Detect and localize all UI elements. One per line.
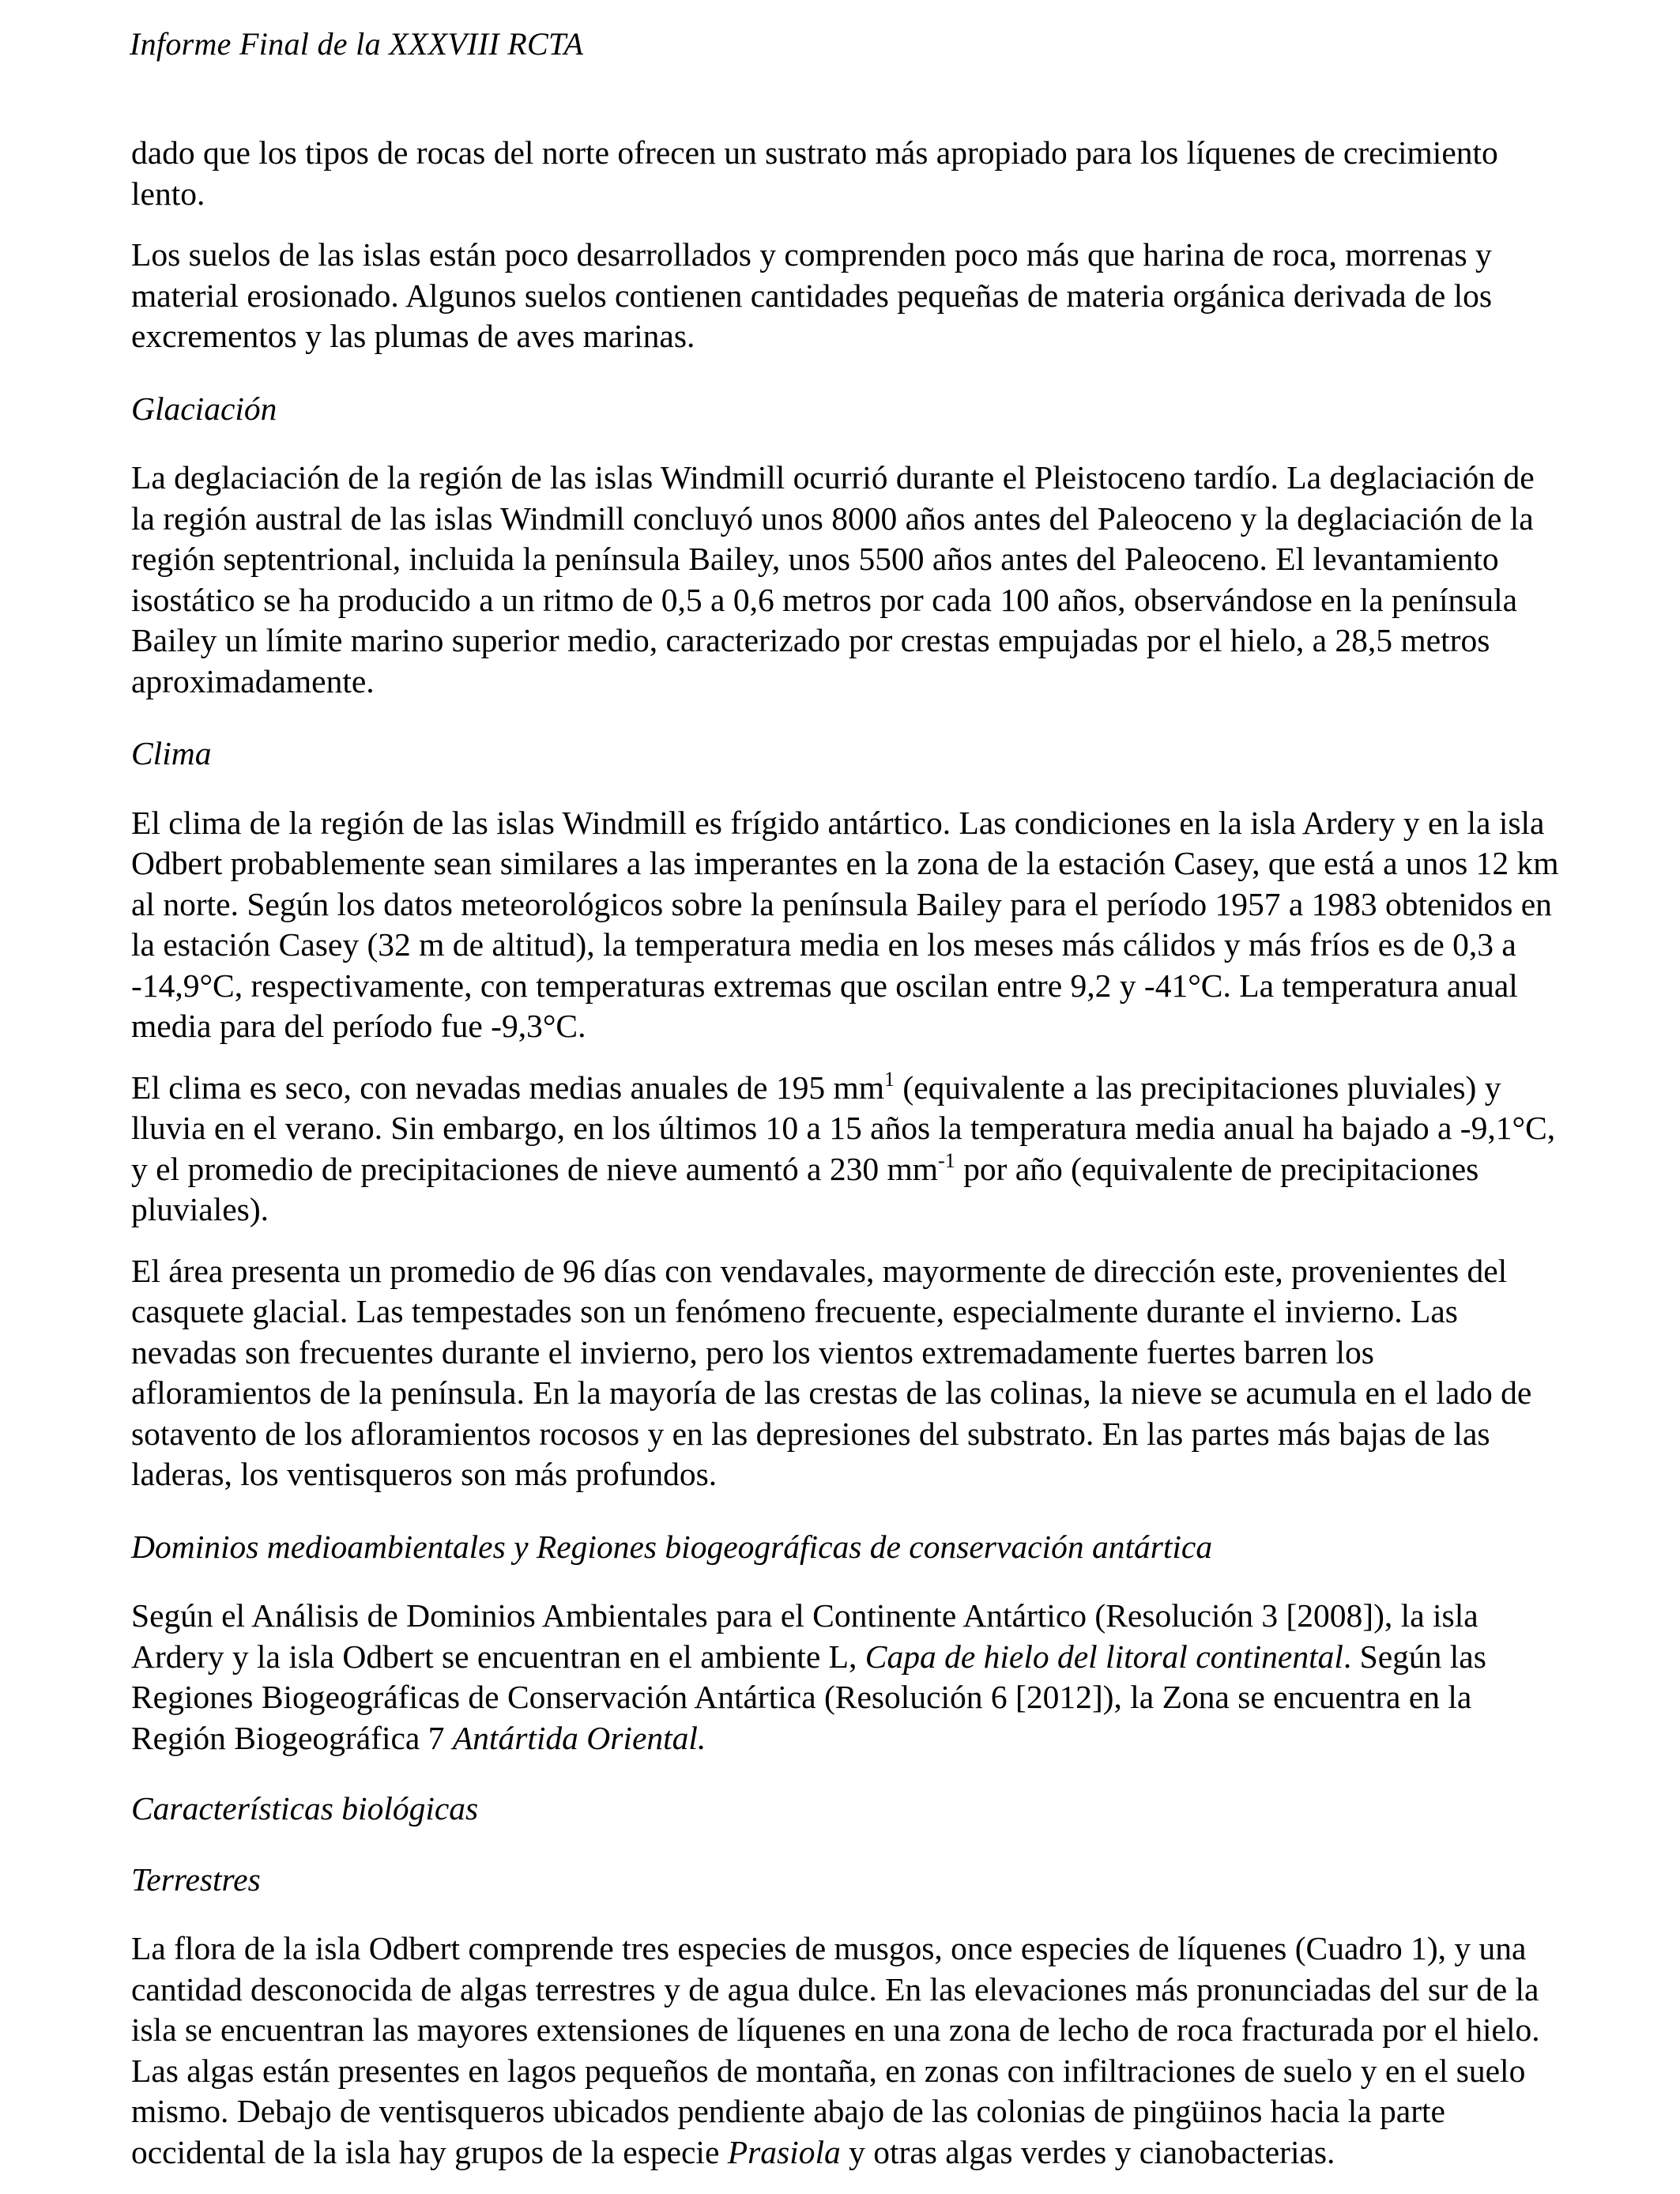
- terrestres-text-b: y otras algas verdes y cianobacterias.: [840, 2133, 1335, 2170]
- heading-terrestres: Terrestres: [131, 1860, 261, 1898]
- terrestres-emphasis: Prasiola: [727, 2133, 841, 2170]
- paragraph-clima-2: [131, 1068, 1561, 1231]
- dominios-emphasis-2: Antártida Oriental.: [452, 1719, 706, 1756]
- dominios-emphasis-1: Capa de hielo del litoral continental: [864, 1638, 1343, 1675]
- clima-text-a: El clima es seco, con nevadas medias anuales de 195 mm: [131, 1069, 885, 1106]
- dominios-text-b: . Según las Regiones Biogeográficas de Conservación Antártica (Resolución 6 [2012]), la Zona se encuentra en la Región Biogeográfica 7: [131, 1638, 1486, 1756]
- footnote-ref-1: 1: [884, 1067, 895, 1091]
- heading-glaciacion: Glaciación: [131, 390, 277, 427]
- clima-text-c: por año (equivalente de precipitaciones pluviales).: [131, 1150, 1479, 1227]
- running-header: Informe Final de la XXXVIII RCTA: [130, 26, 584, 62]
- heading-clima: Clima: [131, 735, 212, 771]
- heading-dominios: Dominios medioambientales y Regiones biogeográficas de conservación antártica: [131, 1528, 1213, 1565]
- paragraph-suelos: Los suelos de las islas están poco desarrollados y comprenden poco más que harina de roca, morrenas y material erosionado. Algunos suelos contienen cantidades pequeñas de materia orgánica derivada de los excrementos y las plumas de aves marinas.: [131, 236, 1493, 354]
- document-body: [131, 133, 1561, 2193]
- clima-text-b: (equivalente a las precipitaciones pluviales) y lluvia en el verano. Sin embargo, en los últimos 10 a 15 años la temperatura media anual ha bajado a -9,1°C, y el promedio de precipitaciones de nieve aumentó a 230 mm: [131, 1069, 1556, 1187]
- paragraph-clima-3: El área presenta un promedio de 96 días con vendavales, mayormente de dirección este, provenientes del casquete glacial. Las tempestades son un fenómeno frecuente, especialmente durante el invierno. Las nevadas son frecuentes durante el invierno, pero los vientos extremadamente fuertes barren los afloramientos de la península. En la mayoría de las crestas de las colinas, la nieve se acumula en el lado de sotavento de los afloramientos rocosos y en las depresiones del substrato. En las partes más bajas de las laderas, los ventisqueros son más profundos.: [131, 1252, 1532, 1492]
- paragraph-clima-1: El clima de la región de las islas Windmill es frígido antártico. Las condiciones en la isla Ardery y en la isla Odbert probablemente sean similares a las imperantes en la zona de la estación Casey, que está a unos 12 km al norte. Según los datos meteorológicos sobre la península Bailey para el período 1957 a 1983 obtenidos en la estación Casey (32 m de altitud), la temperatura media en los meses más cálidos y más fríos es de 0,3 a -14,9°C, respectivamente, con temperaturas extremas que oscilan entre 9,2 y -41°C. La temperatura anual media para del período fue -9,3°C.: [131, 804, 1559, 1044]
- superscript-minus-one: -1: [938, 1148, 955, 1172]
- paragraph-intro-continuation: dado que los tipos de rocas del norte ofrecen un sustrato más apropiado para los líquenes de crecimiento lento.: [131, 134, 1498, 212]
- heading-caracteristicas-biologicas: Características biológicas: [131, 1790, 479, 1826]
- terrestres-text-a: La flora de la isla Odbert comprende tres especies de musgos, once especies de líquenes (Cuadro 1), y una cantidad desconocida de algas terrestres y de agua dulce. En las elevaciones más pronunciadas del sur de la isla se encuentran las mayores extensiones de líquenes en una zona de lecho de roca fracturada por el hielo. Las algas están presentes en lagos pequeños de montaña, en zonas con infiltraciones de suelo y en el suelo mismo. Debajo de ventisqueros ubicados pendiente abajo de las colonias de pingüinos hacia la parte occidental de la isla hay grupos de la especie: [131, 1930, 1540, 2170]
- paragraph-dominios: [131, 1596, 1561, 1759]
- dominios-text-a: Según el Análisis de Dominios Ambientales para el Continente Antártico (Resolución 3 [2008]), la isla Ardery y la isla Odbert se encuentran en el ambiente L,: [131, 1597, 1478, 1675]
- paragraph-terrestres: [131, 1928, 1561, 2173]
- paragraph-glaciacion: La deglaciación de la región de las islas Windmill ocurrió durante el Pleistoceno tardío. La deglaciación de la región austral de las islas Windmill concluyó unos 8000 años antes del Paleoceno y la deglaciación de la región septentrional, incluida la península Bailey, unos 5500 años antes del Paleoceno. El levantamiento isostático se ha producido a un ritmo de 0,5 a 0,6 metros por cada 100 años, observándose en la península Bailey un límite marino superior medio, caracterizado por crestas empujadas por el hielo, a 28,5 metros aproximadamente.: [131, 459, 1535, 699]
